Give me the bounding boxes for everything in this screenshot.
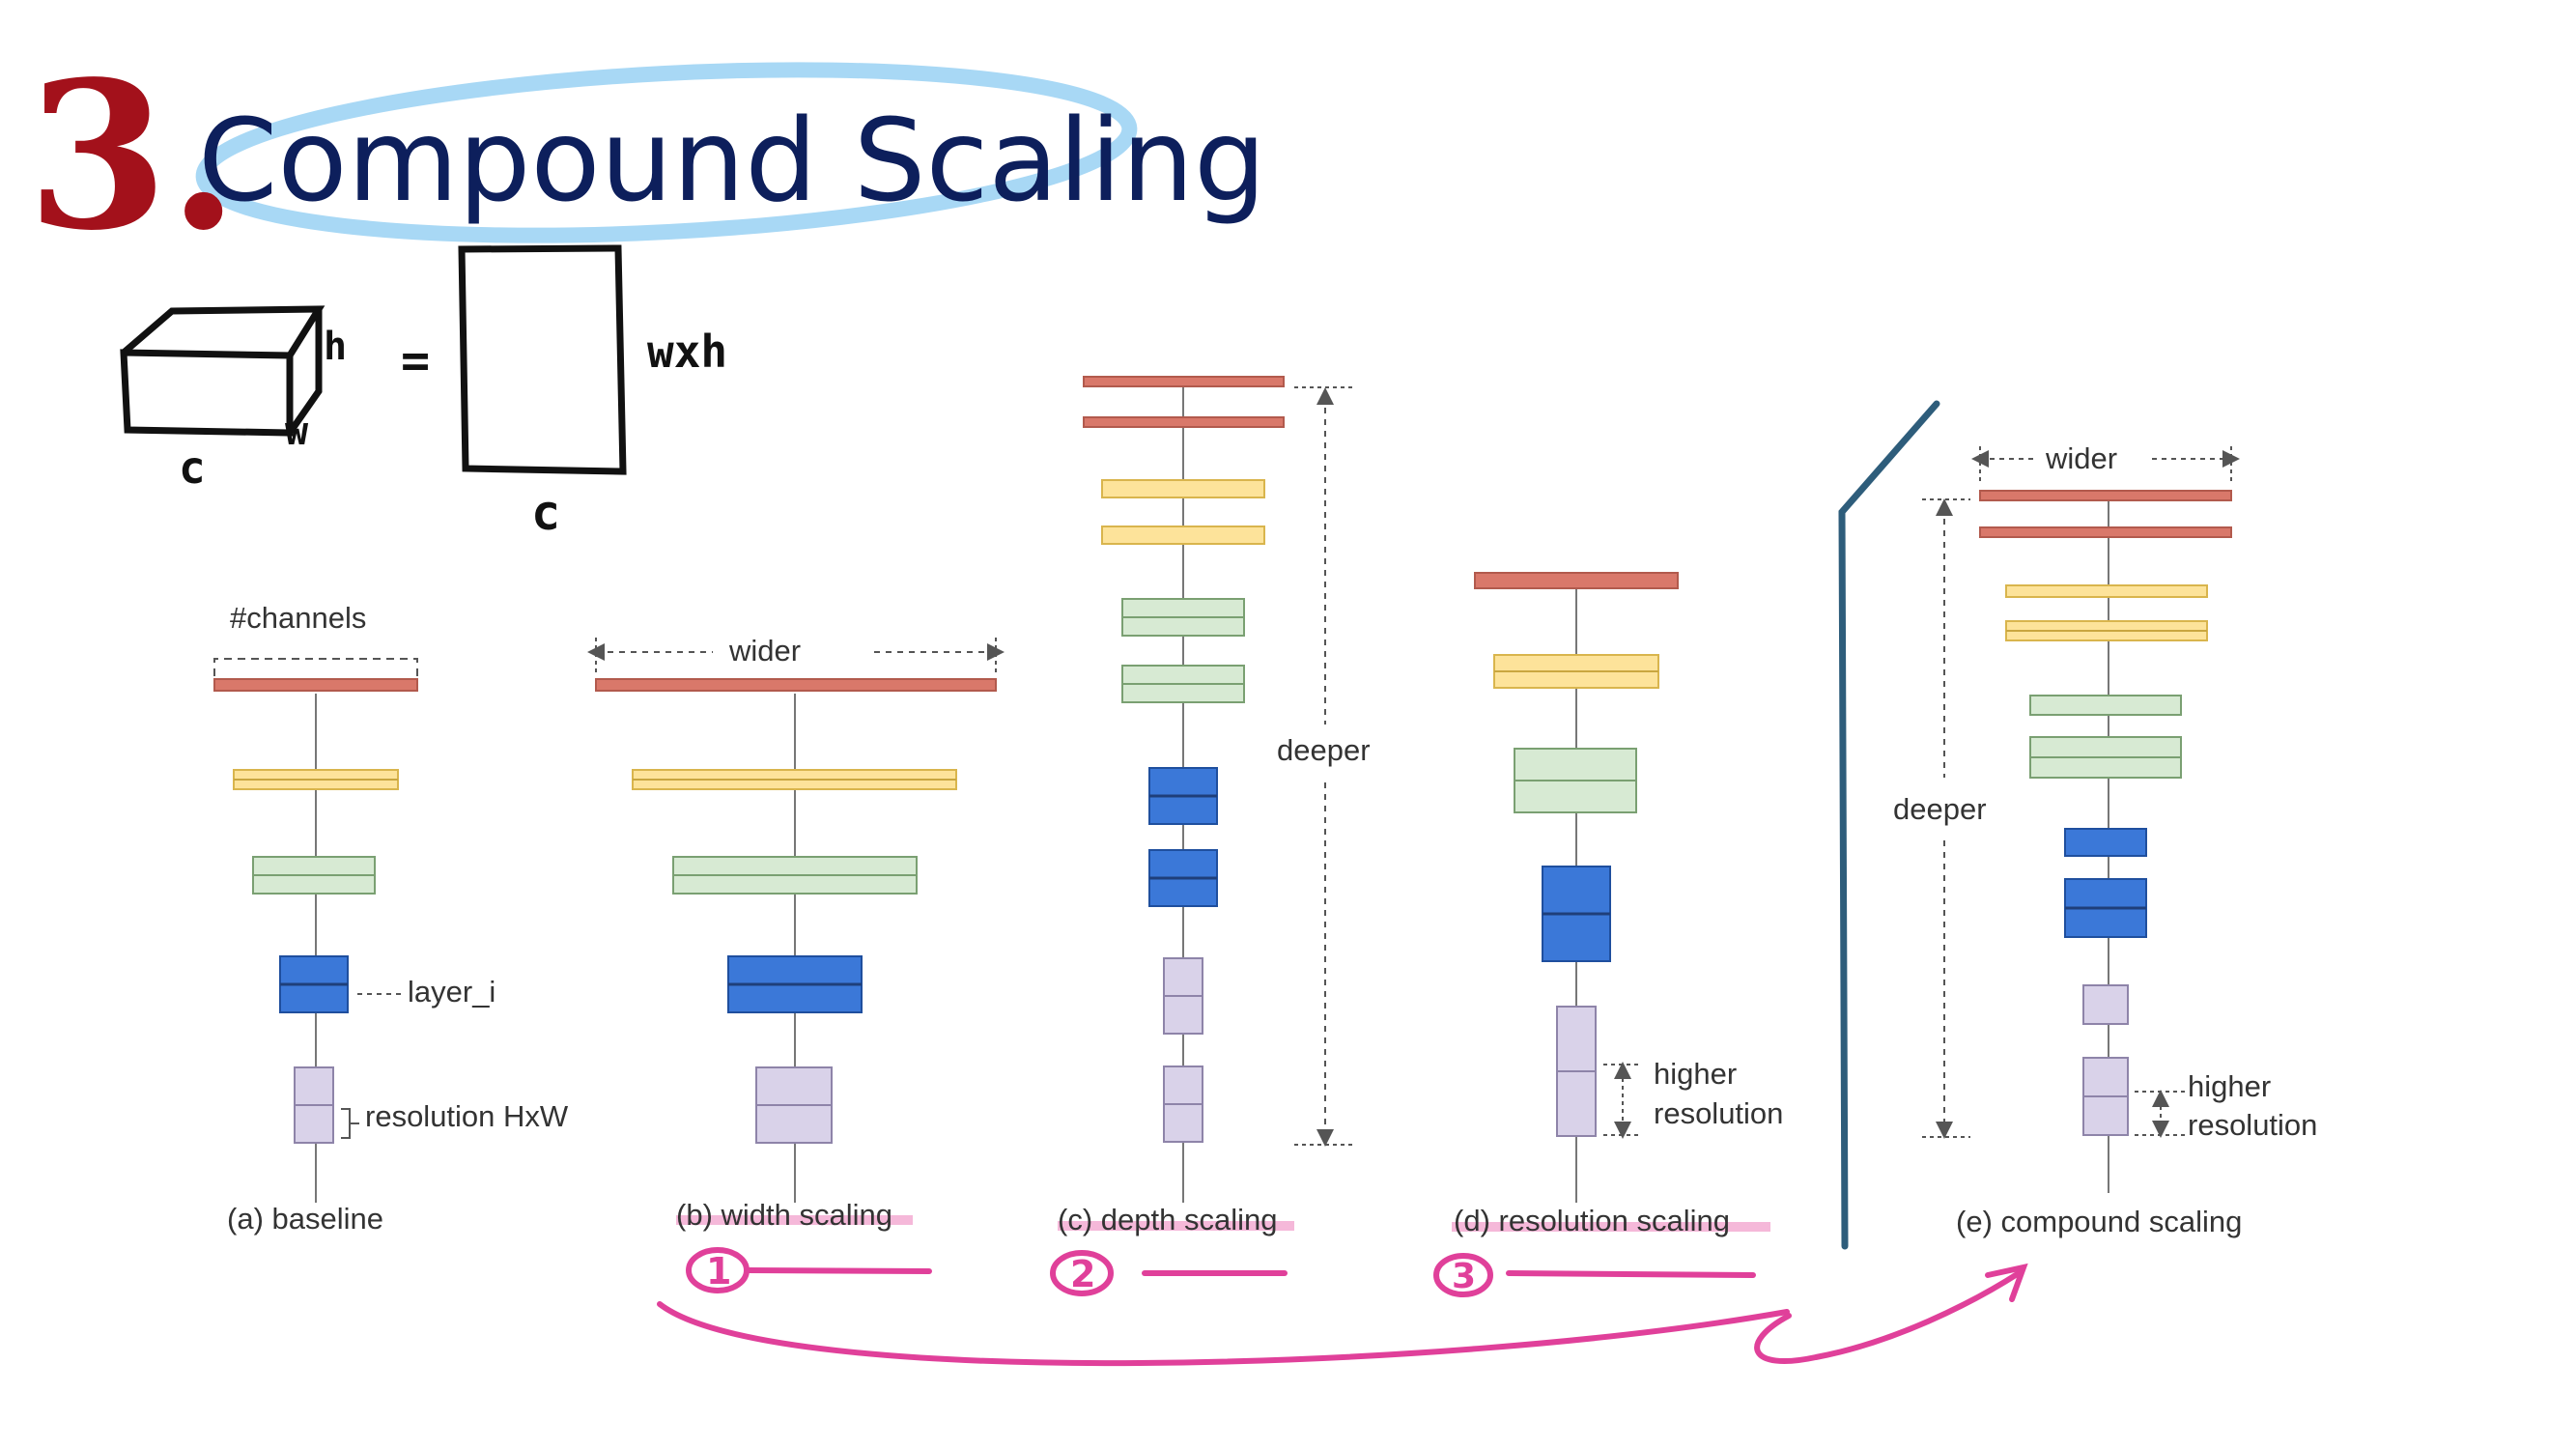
diagram-baseline: [214, 601, 569, 1236]
step-2-number: 2: [1070, 1253, 1096, 1295]
combine-arrow-curve: [660, 1304, 1787, 1363]
compound-layer-blue-1: [2065, 829, 2146, 856]
baseline-layer-red: [214, 679, 417, 691]
compound-deeper-label: deeper: [1893, 792, 1987, 826]
resolution-resolution-label: resolution: [1654, 1096, 1784, 1130]
compound-resolution-label: resolution: [2188, 1108, 2318, 1142]
step-1-number: 1: [706, 1250, 732, 1293]
compound-higher-label: higher: [2188, 1069, 2272, 1103]
page-title: Compound Scaling: [198, 94, 1266, 227]
sketch-channel-label-2: c: [531, 485, 561, 541]
slide-number: 3.: [27, 37, 240, 275]
resolution-higher-label: higher: [1654, 1057, 1738, 1091]
baseline-channels-label: #channels: [230, 601, 367, 635]
baseline-resolution-label: resolution HxW: [365, 1099, 569, 1133]
width-caption: (b) width scaling: [676, 1198, 892, 1232]
diagram-resolution: [1452, 573, 1783, 1237]
depth-deeper-label: deeper: [1277, 733, 1371, 767]
compound-layer-red-1: [1980, 491, 2231, 500]
compound-wider-label: wider: [2046, 441, 2118, 475]
resolution-caption: (d) resolution scaling: [1454, 1204, 1731, 1237]
diagram-depth: [1058, 377, 1371, 1236]
diagram-compound: [1893, 441, 2317, 1238]
compound-caption: (e) compound scaling: [1956, 1205, 2243, 1238]
sketch-equals: =: [401, 332, 431, 388]
combine-arrow-to-compound: [1757, 1273, 2019, 1361]
depth-layer-yellow-2: [1102, 526, 1264, 544]
compound-layer-green-1: [2030, 696, 2181, 715]
compound-layer-lavender-1: [2083, 985, 2128, 1024]
width-wider-label: wider: [729, 634, 802, 668]
baseline-caption: (a) baseline: [227, 1202, 383, 1236]
width-layer-red: [596, 679, 996, 691]
sketch-area-label: wxh: [647, 326, 728, 378]
compound-layer-yellow-1: [2006, 585, 2207, 597]
sketch-width-label: w: [285, 410, 309, 454]
diagram-width: [596, 634, 996, 1232]
step-3-number: 3: [1452, 1257, 1477, 1296]
title-group: [27, 37, 1266, 275]
tensor-sketch: [124, 248, 623, 471]
depth-layer-red-2: [1084, 417, 1284, 427]
resolution-layer-red: [1475, 573, 1678, 588]
sketch-height-label: h: [324, 325, 348, 369]
sketch-channel-label: c: [179, 441, 206, 494]
pink-annotations: [660, 1250, 2024, 1363]
depth-layer-yellow-1: [1102, 480, 1264, 497]
compound-layer-red-2: [1980, 527, 2231, 537]
depth-caption: (c) depth scaling: [1058, 1203, 1278, 1236]
depth-layer-red-1: [1084, 377, 1284, 386]
baseline-layer-label: layer_i: [408, 975, 496, 1009]
